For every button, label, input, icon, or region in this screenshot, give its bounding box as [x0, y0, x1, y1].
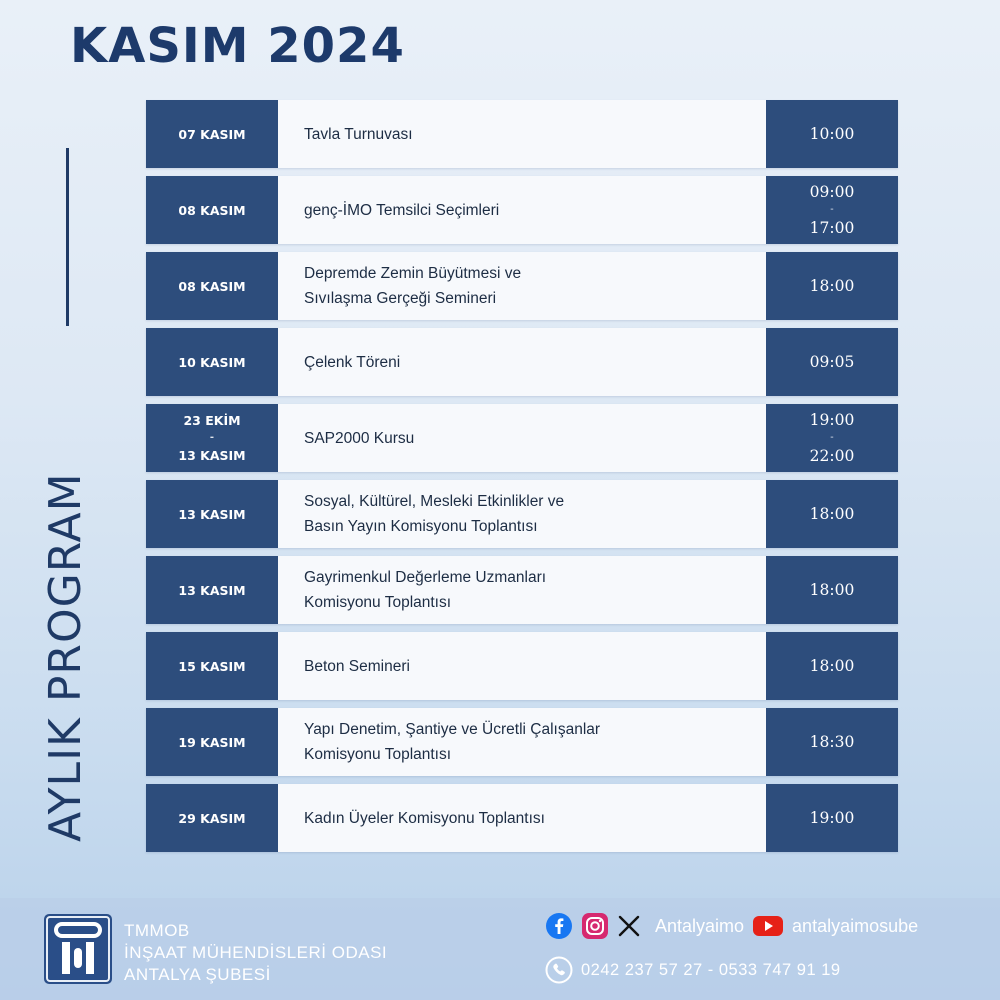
date-cell — [146, 176, 278, 244]
date-text: 08 KASIM — [178, 278, 246, 294]
event-text: Gayrimenkul Değerleme Uzmanları — [304, 569, 547, 586]
event-cell — [278, 252, 766, 320]
event-text: Kadın Üyeler Komisyonu Toplantısı — [304, 809, 545, 827]
event-text: Komisyonu Toplantısı — [304, 594, 452, 611]
date-text: 10 KASIM — [178, 354, 246, 370]
schedule-table — [146, 100, 898, 860]
date-text: 13 KASIM — [178, 448, 246, 463]
time-text: 17:00 — [809, 219, 855, 237]
event-text: Tavla Turnuvası — [304, 125, 413, 143]
date-text: 19 KASIM — [178, 734, 246, 750]
time-text: 09:05 — [809, 353, 855, 371]
time-text: 19:00 — [809, 411, 855, 429]
event-text: Beton Semineri — [304, 657, 410, 675]
event-text: Basın Yayın Komisyonu Toplantısı — [304, 518, 538, 535]
x-icon[interactable] — [617, 914, 641, 938]
event-text: genç-İMO Temsilci Seçimleri — [304, 201, 500, 219]
date-cell — [146, 252, 278, 320]
event-text: Komisyonu Toplantısı — [304, 746, 452, 763]
time-cell — [766, 556, 898, 624]
schedule-row — [146, 708, 898, 776]
date-cell — [146, 784, 278, 852]
date-cell — [146, 404, 278, 472]
time-text: 10:00 — [809, 125, 855, 143]
date-cell — [146, 556, 278, 624]
time-cell — [766, 252, 898, 320]
date-cell — [146, 100, 278, 168]
vertical-divider — [66, 148, 69, 326]
time-cell — [766, 480, 898, 548]
date-cell — [146, 480, 278, 548]
event-cell — [278, 480, 766, 548]
org-name — [124, 920, 387, 986]
page-title: KASIM 2024 — [70, 18, 405, 74]
schedule-row — [146, 784, 898, 852]
org-line-1: TMMOB — [124, 921, 190, 940]
date-text: 13 KASIM — [178, 506, 246, 522]
event-cell — [278, 404, 766, 472]
time-text: 18:00 — [809, 657, 855, 675]
schedule-row — [146, 632, 898, 700]
youtube-icon[interactable] — [752, 914, 784, 938]
event-cell — [278, 328, 766, 396]
event-cell — [278, 708, 766, 776]
social-handle: Antalyaimo — [655, 915, 745, 936]
date-text: 08 KASIM — [178, 202, 246, 218]
org-line-3: ANTALYA ŞUBESİ — [124, 965, 271, 984]
schedule-row — [146, 100, 898, 168]
time-cell — [766, 708, 898, 776]
date-text: 23 EKİM — [183, 413, 241, 428]
phone-icon — [545, 956, 573, 984]
time-cell — [766, 784, 898, 852]
schedule-row — [146, 176, 898, 244]
event-cell — [278, 556, 766, 624]
event-text: SAP2000 Kursu — [304, 429, 415, 447]
schedule-row — [146, 404, 898, 472]
date-cell — [146, 328, 278, 396]
logo-icon — [44, 914, 112, 984]
side-label: AYLIK PROGRAM — [40, 472, 91, 842]
date-cell — [146, 708, 278, 776]
event-cell — [278, 100, 766, 168]
time-cell — [766, 632, 898, 700]
event-text: Sosyal, Kültürel, Mesleki Etkinlikler ve — [304, 493, 565, 510]
time-cell — [766, 328, 898, 396]
event-text: Çelenk Töreni — [304, 353, 401, 371]
date-text: 29 KASIM — [178, 810, 246, 826]
instagram-icon[interactable] — [581, 912, 609, 940]
date-cell — [146, 632, 278, 700]
event-text: Yapı Denetim, Şantiye ve Ücretli Çalışanlar — [304, 721, 601, 738]
time-text: 19:00 — [809, 809, 855, 827]
date-text: 15 KASIM — [178, 658, 246, 674]
time-text: 18:00 — [809, 505, 855, 523]
contact-phone — [545, 956, 841, 984]
event-cell — [278, 632, 766, 700]
time-text: 18:00 — [809, 277, 855, 295]
time-cell — [766, 100, 898, 168]
event-cell — [278, 176, 766, 244]
schedule-row — [146, 328, 898, 396]
social-links — [545, 912, 918, 940]
time-cell — [766, 404, 898, 472]
time-text: - — [830, 432, 834, 443]
date-text: 07 KASIM — [178, 126, 246, 142]
time-text: 22:00 — [809, 447, 855, 465]
date-text: 13 KASIM — [178, 582, 246, 598]
facebook-icon[interactable] — [545, 912, 573, 940]
org-line-2: İNŞAAT MÜHENDİSLERİ ODASI — [124, 943, 388, 962]
time-text: 18:30 — [809, 733, 855, 751]
time-text: 09:00 — [809, 183, 855, 201]
youtube-handle: antalyaimosube — [792, 915, 919, 936]
time-text: - — [830, 204, 834, 215]
event-cell — [278, 784, 766, 852]
event-text: Depremde Zemin Büyütmesi ve — [304, 265, 522, 282]
event-text: Sıvılaşma Gerçeği Semineri — [304, 290, 497, 307]
date-text: - — [209, 432, 215, 443]
time-cell — [766, 176, 898, 244]
time-text: 18:00 — [809, 581, 855, 599]
schedule-row — [146, 480, 898, 548]
schedule-row — [146, 556, 898, 624]
schedule-row — [146, 252, 898, 320]
phone-numbers: 0242 237 57 27 - 0533 747 91 19 — [581, 960, 841, 979]
